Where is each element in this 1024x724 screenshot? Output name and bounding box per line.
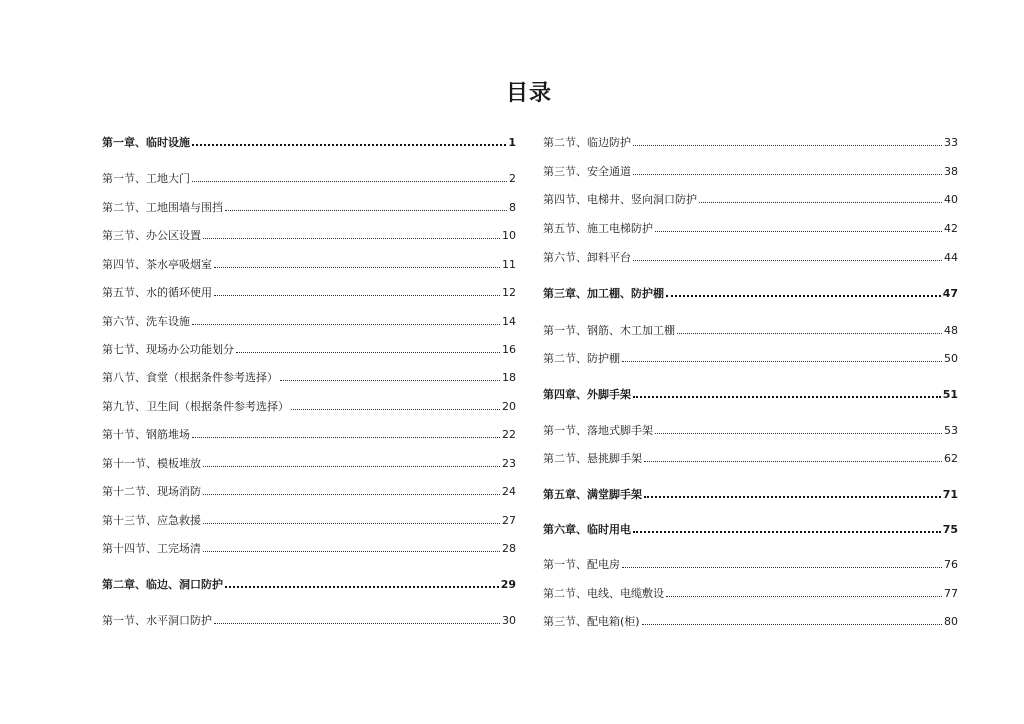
toc-page-number: 28: [502, 542, 516, 555]
toc-entry-label: 第十四节、工完场清: [102, 542, 201, 555]
toc-entry-label: 第七节、现场办公功能划分: [102, 343, 234, 356]
toc-page-number: 76: [944, 558, 958, 571]
toc-section-entry[interactable]: [102, 542, 516, 556]
toc-page-number: 75: [942, 523, 958, 536]
toc-entry-label: 第四节、电梯井、竖向洞口防护: [543, 193, 697, 206]
toc-page-number: 42: [944, 222, 958, 235]
page-title: 目录: [505, 81, 552, 106]
toc-entry-label: 第一章、临时设施: [102, 136, 190, 149]
toc-dot-leader: [214, 266, 500, 268]
toc-entry-label: 第十一节、模板堆放: [102, 457, 201, 470]
toc-entry-label: 第二章、临边、洞口防护: [102, 578, 223, 591]
toc-page-number: 44: [944, 251, 958, 264]
toc-section-entry[interactable]: [102, 428, 516, 442]
toc-section-entry[interactable]: [102, 315, 516, 329]
toc-page-number: 22: [502, 428, 516, 441]
toc-dot-leader: [633, 530, 941, 533]
toc-page-number: 38: [944, 165, 958, 178]
toc-section-entry[interactable]: [102, 400, 516, 414]
toc-dot-leader: [291, 408, 500, 410]
toc-page-number: 53: [944, 424, 958, 437]
toc-dot-leader: [214, 622, 500, 624]
toc-dot-leader: [192, 143, 506, 146]
toc-dot-leader: [644, 495, 941, 498]
toc-page-number: 50: [944, 352, 958, 365]
toc-entry-label: 第一节、水平洞口防护: [102, 614, 212, 627]
toc-page-number: 48: [944, 324, 958, 337]
toc-dot-leader: [203, 550, 500, 552]
toc-page-number: 1: [508, 136, 516, 149]
toc-entry-label: 第一节、落地式脚手架: [543, 424, 653, 437]
toc-entry-label: 第十三节、应急救援: [102, 514, 201, 527]
toc-section-entry[interactable]: [543, 251, 958, 265]
toc-section-entry[interactable]: [543, 324, 958, 338]
toc-page-number: 16: [502, 343, 516, 356]
toc-dot-leader: [192, 323, 500, 325]
toc-dot-leader: [203, 465, 500, 467]
toc-entry-label: 第二节、悬挑脚手架: [543, 452, 642, 465]
toc-page-number: 29: [500, 578, 516, 591]
toc-page-number: 8: [509, 201, 516, 214]
toc-entry-label: 第六节、卸料平台: [543, 251, 631, 264]
toc-page-number: 33: [944, 136, 958, 149]
toc-dot-leader: [699, 201, 942, 203]
toc-page-number: 20: [502, 400, 516, 413]
toc-entry-label: 第五章、满堂脚手架: [543, 488, 642, 501]
toc-dot-leader: [655, 432, 942, 434]
toc-dot-leader: [633, 395, 941, 398]
toc-dot-leader: [236, 351, 500, 353]
toc-entry-label: 第二节、电线、电缆敷设: [543, 587, 664, 600]
toc-dot-leader: [666, 595, 942, 597]
toc-dot-leader: [644, 460, 942, 462]
toc-section-entry[interactable]: [102, 229, 516, 243]
toc-entry-label: 第五节、施工电梯防护: [543, 222, 653, 235]
toc-entry-label: 第三节、安全通道: [543, 165, 631, 178]
toc-section-entry[interactable]: [102, 343, 516, 357]
toc-page-number: 71: [942, 488, 958, 501]
toc-entry-label: 第六节、洗车设施: [102, 315, 190, 328]
toc-dot-leader: [622, 360, 942, 362]
toc-dot-leader: [225, 209, 507, 211]
toc-section-entry[interactable]: [102, 485, 516, 499]
toc-dot-leader: [677, 332, 942, 334]
toc-section-entry[interactable]: [102, 514, 516, 528]
toc-dot-leader: [225, 585, 499, 588]
toc-entry-label: 第四节、茶水亭吸烟室: [102, 258, 212, 271]
toc-page-number: 11: [502, 258, 516, 271]
toc-page-number: 47: [942, 287, 958, 300]
toc-section-entry[interactable]: [102, 286, 516, 300]
toc-dot-leader: [203, 493, 500, 495]
toc-chapter-entry[interactable]: [543, 488, 958, 502]
toc-entry-label: 第三章、加工棚、防护棚: [543, 287, 664, 300]
toc-page-number: 2: [509, 172, 516, 185]
toc-entry-label: 第一节、工地大门: [102, 172, 190, 185]
toc-section-entry[interactable]: [543, 136, 958, 150]
toc-section-entry[interactable]: [102, 258, 516, 272]
toc-dot-leader: [192, 436, 500, 438]
toc-section-entry[interactable]: [543, 222, 958, 236]
toc-chapter-entry[interactable]: [102, 136, 516, 150]
toc-page-number: 12: [502, 286, 516, 299]
toc-page-number: 77: [944, 587, 958, 600]
toc-section-entry[interactable]: [543, 193, 958, 207]
toc-section-entry[interactable]: [102, 371, 516, 385]
toc-dot-leader: [666, 294, 941, 297]
toc-page-number: 14: [502, 315, 516, 328]
toc-section-entry[interactable]: [543, 424, 958, 438]
toc-entry-label: 第九节、卫生间（根据条件参考选择）: [102, 400, 289, 413]
toc-entry-label: 第一节、钢筋、木工加工棚: [543, 324, 675, 337]
toc-entry-label: 第八节、食堂（根据条件参考选择）: [102, 371, 278, 384]
toc-entry-label: 第六章、临时用电: [543, 523, 631, 536]
toc-section-entry[interactable]: [102, 201, 516, 215]
toc-section-entry[interactable]: [543, 587, 958, 601]
toc-page-number: 27: [502, 514, 516, 527]
toc-section-entry[interactable]: [543, 615, 958, 629]
toc-page-number: 23: [502, 457, 516, 470]
toc-section-entry[interactable]: [102, 457, 516, 471]
toc-entry-label: 第四章、外脚手架: [543, 388, 631, 401]
toc-entry-label: 第三节、办公区设置: [102, 229, 201, 242]
toc-entry-label: 第十节、钢筋堆场: [102, 428, 190, 441]
toc-section-entry[interactable]: [543, 452, 958, 466]
toc-page-number: 40: [944, 193, 958, 206]
toc-page-number: 62: [944, 452, 958, 465]
toc-entry-label: 第二节、临边防护: [543, 136, 631, 149]
toc-section-entry[interactable]: [543, 352, 958, 366]
toc-dot-leader: [642, 623, 942, 625]
toc-entry-label: 第二节、防护棚: [543, 352, 620, 365]
toc-dot-leader: [633, 173, 942, 175]
toc-chapter-entry[interactable]: [543, 287, 958, 301]
toc-dot-leader: [633, 259, 942, 261]
toc-dot-leader: [280, 379, 500, 381]
toc-dot-leader: [655, 230, 942, 232]
toc-section-entry[interactable]: [543, 165, 958, 179]
toc-entry-label: 第二节、工地围墙与围挡: [102, 201, 223, 214]
toc-page-number: 80: [944, 615, 958, 628]
toc-section-entry[interactable]: [102, 172, 516, 186]
toc-section-entry[interactable]: [543, 558, 958, 572]
toc-entry-label: 第十二节、现场消防: [102, 485, 201, 498]
toc-entry-label: 第五节、水的循环使用: [102, 286, 212, 299]
toc-dot-leader: [214, 294, 500, 296]
toc-dot-leader: [622, 566, 942, 568]
toc-entry-label: 第一节、配电房: [543, 558, 620, 571]
toc-dot-leader: [203, 522, 500, 524]
toc-chapter-entry[interactable]: [102, 578, 516, 592]
toc-page-number: 10: [502, 229, 516, 242]
toc-dot-leader: [633, 144, 942, 146]
toc-dot-leader: [192, 180, 507, 182]
toc-section-entry[interactable]: [102, 614, 516, 628]
toc-chapter-entry[interactable]: [543, 388, 958, 402]
toc-entry-label: 第三节、配电箱(柜): [543, 615, 640, 628]
toc-page-number: 30: [502, 614, 516, 627]
toc-page-number: 18: [502, 371, 516, 384]
toc-page-number: 51: [942, 388, 958, 401]
toc-page-number: 24: [502, 485, 516, 498]
toc-dot-leader: [203, 237, 500, 239]
toc-chapter-entry[interactable]: [543, 523, 958, 537]
